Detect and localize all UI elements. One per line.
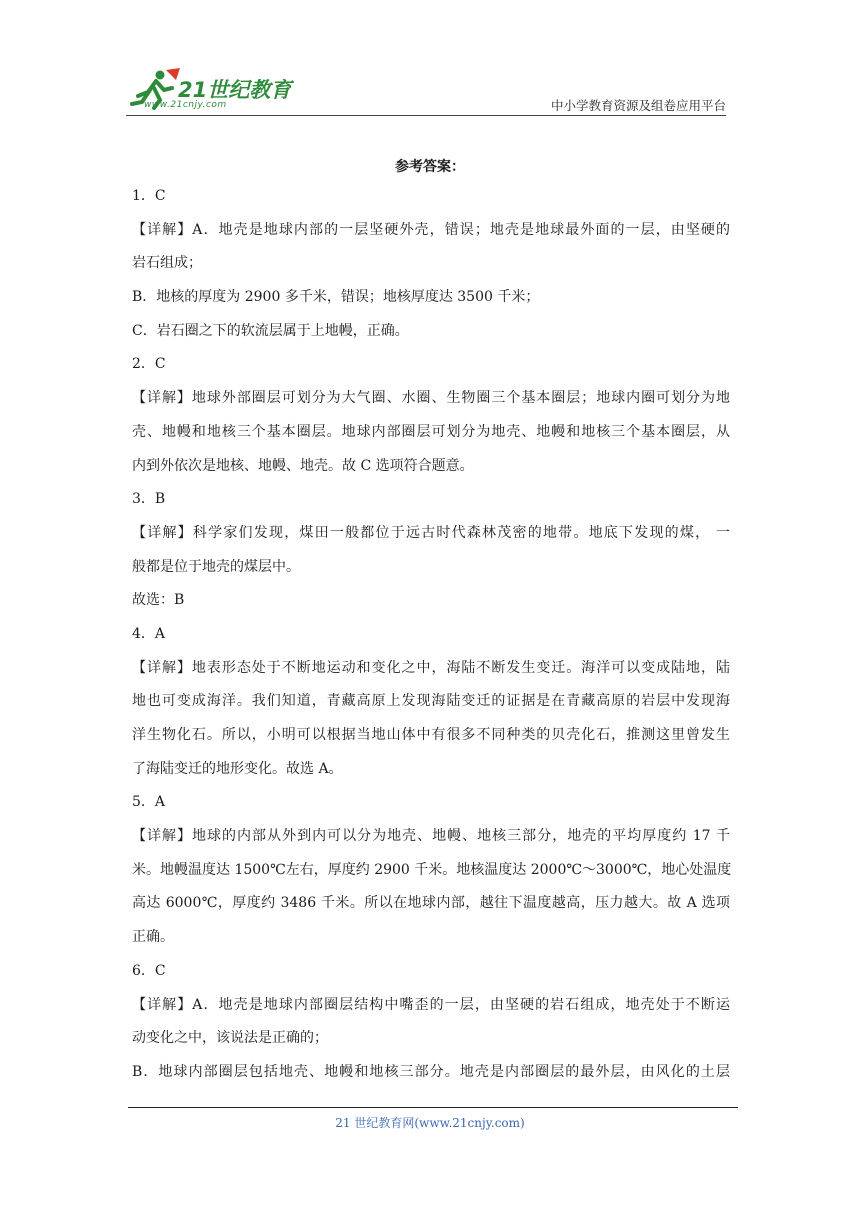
answer-line: 【详解】地球的内部从外到内可以分为地壳、地幔、地核三部分，地壳的平均厚度约 17 千 [132, 828, 730, 845]
logo-url: www.21cnjy.com [144, 100, 227, 110]
answer-line: 【详解】地表形态处于不断地运动和变化之中，海陆不断发生变迁。海洋可以变成陆地，陆 [132, 659, 730, 676]
answer-line: 动变化之中，该说法是正确的； [132, 1030, 328, 1047]
page-header [126, 66, 726, 118]
answer-line: 正确。 [132, 929, 174, 946]
answer-line: 【详解】地球外部圈层可划分为大气圈、水圈、生物圈三个基本圈层；地球内圈可划分为地 [132, 390, 730, 407]
header-divider [126, 115, 726, 116]
answer-line: 1．C [132, 188, 166, 204]
answer-line: 内到外依次是地核、地幔、地壳。故 C 选项符合题意。 [132, 457, 474, 474]
answer-line: 【详解】A．地壳是地球内部的一层坚硬外壳，错误；地壳是地球最外面的一层，由坚硬的 [132, 221, 730, 238]
answer-line: 2．C [132, 356, 166, 373]
answer-line: 壳、地幔和地核三个基本圈层。地球内部圈层可划分为地壳、地幔和地核三个基本圈层，从 [132, 423, 730, 440]
answer-line: 般都是位于地壳的煤层中。 [132, 558, 300, 575]
answer-line: 岩石组成； [132, 255, 202, 272]
platform-name: 中小学教育资源及组卷应用平台 [550, 98, 726, 113]
answer-line: C．岩石圈之下的软流层属于上地幔，正确。 [132, 322, 409, 339]
footer-divider [128, 1107, 738, 1108]
answer-line: 地也可变成海洋。我们知道，青藏高原上发现海陆变迁的证据是在青藏高原的岩层中发现海 [132, 693, 730, 710]
answer-line: 洋生物化石。所以，小明可以根据当地山体中有很多不同种类的贝壳化石，推测这里曾发生 [132, 727, 730, 743]
answer-line: 故选：B [132, 592, 185, 609]
logo-text: 21世纪教育 [178, 78, 292, 102]
answer-line: 高达 6000℃，厚度约 3486 千米。所以在地球内部，越往下温度越高，压力越大。故 A 选项 [132, 895, 730, 912]
answer-line: B．地核的厚度为 2900 多千米，错误；地核厚度达 3500 千米； [132, 289, 540, 306]
site-logo [126, 66, 296, 112]
answer-line: 5．A [132, 794, 166, 811]
answer-line: 【详解】A．地壳是地球内部圈层结构中嘴歪的一层，由坚硬的岩石组成，地壳处于不断运 [132, 996, 730, 1013]
answer-line: 4．A [132, 625, 166, 642]
answer-line: 了海陆变迁的地形变化。故选 A。 [132, 760, 343, 777]
answer-line: B．地球内部圈层包括地壳、地幔和地核三部分。地壳是内部圈层的最外层，由风化的土层 [132, 1063, 730, 1080]
answer-content [132, 180, 730, 1090]
answer-line: 【详解】科学家们发现，煤田一般都位于远古时代森林茂密的地带。地底下发现的煤， 一 [132, 524, 730, 541]
answer-title: 参考答案： [395, 159, 465, 175]
footer-link[interactable]: 21 世纪教育网(www.21cnjy.com) [335, 1116, 525, 1130]
answer-line: 6．C [132, 962, 166, 979]
answer-line: 米。地幔温度达 1500℃左右，厚度约 2900 千米。地核温度达 2000℃～3000℃，地心处温度 [132, 861, 732, 878]
answer-line: 3．B [132, 491, 166, 508]
